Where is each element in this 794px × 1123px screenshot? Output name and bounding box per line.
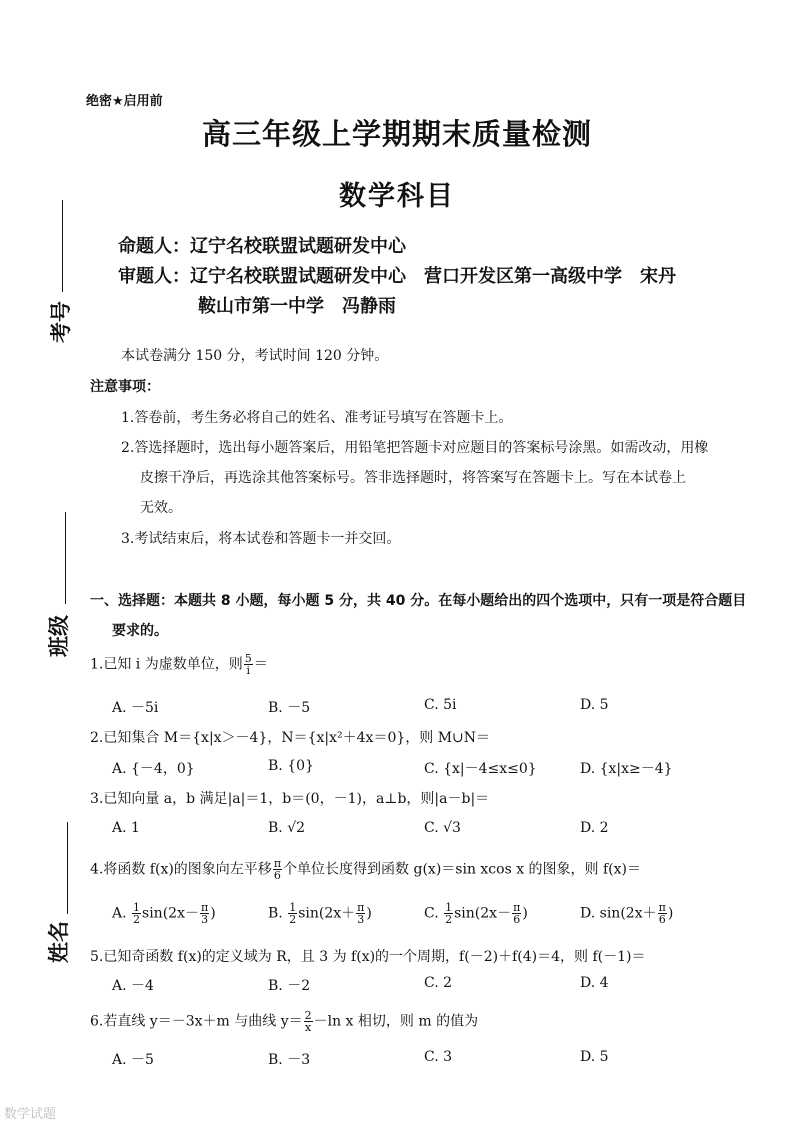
question-5-option-b: B. －2 (268, 978, 311, 994)
question-2-option-c: C. {x|－4≤x≤0} (424, 761, 537, 777)
fraction: $\frac{2}{x}$ (304, 1009, 312, 1034)
question-6-option-a: A. －5 (112, 1052, 154, 1068)
question-4-option-c: C. $\frac{1}{2}$ sin(2x－ $\frac{\pi}{6}$ ) (424, 901, 528, 926)
reviewer-line-1: 审题人：辽宁名校联盟试题研发中心 营口开发区第一高级中学 宋丹 (118, 266, 676, 287)
side-label-class: 班级 (47, 615, 71, 657)
notice-item-2-line-3: 无效。 (140, 500, 182, 516)
exam-title: 高三年级上学期期末质量检测 (201, 117, 592, 151)
question-2-option-d: D. {x|x≥－4} (580, 761, 673, 777)
notice-heading: 注意事项： (90, 379, 160, 395)
fraction: $\frac{5}{i}$ (244, 652, 252, 677)
question-3-option-d: D. 2 (580, 820, 609, 836)
fraction: $\frac{\pi}{6}$ (273, 857, 282, 882)
question-2-option-a: A. {－4，0} (112, 761, 195, 777)
question-5-stem: 5.已知奇函数 f(x)的定义域为 R，且 3 为 f(x)的一个周期，f(－2)＋f(4)＝4，则 f(－1)＝ (90, 949, 646, 965)
section-1-heading: 一、选择题：本题共 8 小题，每小题 5 分，共 40 分。在每小题给出的四个选项中，只有一项是符合题目 (90, 593, 747, 609)
question-1-option-a: A. －5i (112, 700, 159, 716)
reviewer-line-2: 鞍山市第一中学 冯静雨 (198, 296, 396, 317)
question-4-stem: 4.将函数 f(x)的图象向左平移 $\frac{\pi}{6}$ 个单位长度得到函数 g(x)＝sin xcos x 的图象，则 f(x)＝ (90, 857, 642, 882)
composer-line: 命题人：辽宁名校联盟试题研发中心 (118, 236, 406, 257)
exam-no-line (62, 200, 63, 292)
intro-text: 本试卷满分 150 分，考试时间 120 分钟。 (121, 348, 389, 364)
secret-label: 绝密★启用前 (86, 94, 163, 109)
class-line (65, 512, 66, 604)
question-5-option-d: D. 4 (580, 975, 609, 991)
question-4-option-b: B. $\frac{1}{2}$ sin(2x＋ $\frac{\pi}{3}$ ) (268, 901, 372, 926)
question-1-option-b: B. －5 (268, 700, 311, 716)
side-label-name: 姓名 (47, 921, 71, 963)
notice-item-2-line-1: 2.答选择题时，选出每小题答案后，用铅笔把答题卡对应题目的答案标号涂黑。如需改动，用橡 (121, 440, 709, 456)
notice-item-1: 1.答卷前，考生务必将自己的姓名、准考证号填写在答题卡上。 (121, 410, 513, 426)
footer-watermark: 数学试题 (4, 1107, 57, 1122)
question-2-stem: 2.已知集合 M＝{x|x＞－4}，N＝{x|x²＋4x＝0}，则 M∪N＝ (90, 730, 491, 746)
question-4-option-d: D. sin(2x＋ $\frac{\pi}{6}$ ) (580, 901, 674, 926)
question-4-option-a: A. $\frac{1}{2}$ sin(2x－ $\frac{\pi}{3}$ ) (112, 901, 216, 926)
question-2-option-b: B. {0} (268, 758, 314, 774)
section-1-heading-cont: 要求的。 (112, 623, 168, 639)
question-5-option-c: C. 2 (424, 975, 453, 991)
notice-item-2-line-2: 皮擦干净后，再选涂其他答案标号。答非选择题时，将答案写在答题卡上。写在本试卷上 (140, 470, 686, 486)
question-3-stem: 3.已知向量 a，b 满足|a|＝1，b＝(0，－1)，a⊥b，则|a－b|＝ (90, 791, 490, 807)
question-6-option-b: B. －3 (268, 1052, 311, 1068)
question-5-option-a: A. －4 (112, 978, 154, 994)
question-6-stem: 6.若直线 y＝－3x＋m 与曲线 y＝ $\frac{2}{x}$ －ln x 相切，则 m 的值为 (90, 1009, 479, 1034)
question-3-option-b: B. √2 (268, 820, 306, 836)
question-3-option-c: C. √3 (424, 820, 461, 836)
notice-item-3: 3.考试结束后，将本试卷和答题卡一并交回。 (121, 531, 401, 547)
name-line (67, 822, 68, 914)
side-label-exam-no: 考号 (49, 301, 73, 343)
question-6-option-c: C. 3 (424, 1049, 453, 1065)
subject-title: 数学科目 (339, 181, 455, 212)
question-3-option-a: A. 1 (112, 820, 140, 836)
question-1-option-c: C. 5i (424, 697, 457, 713)
question-1-option-d: D. 5 (580, 697, 609, 713)
question-1-stem: 1.已知 i 为虚数单位，则 $\frac{5}{i}$ ＝ (90, 652, 268, 677)
question-6-option-d: D. 5 (580, 1049, 609, 1065)
